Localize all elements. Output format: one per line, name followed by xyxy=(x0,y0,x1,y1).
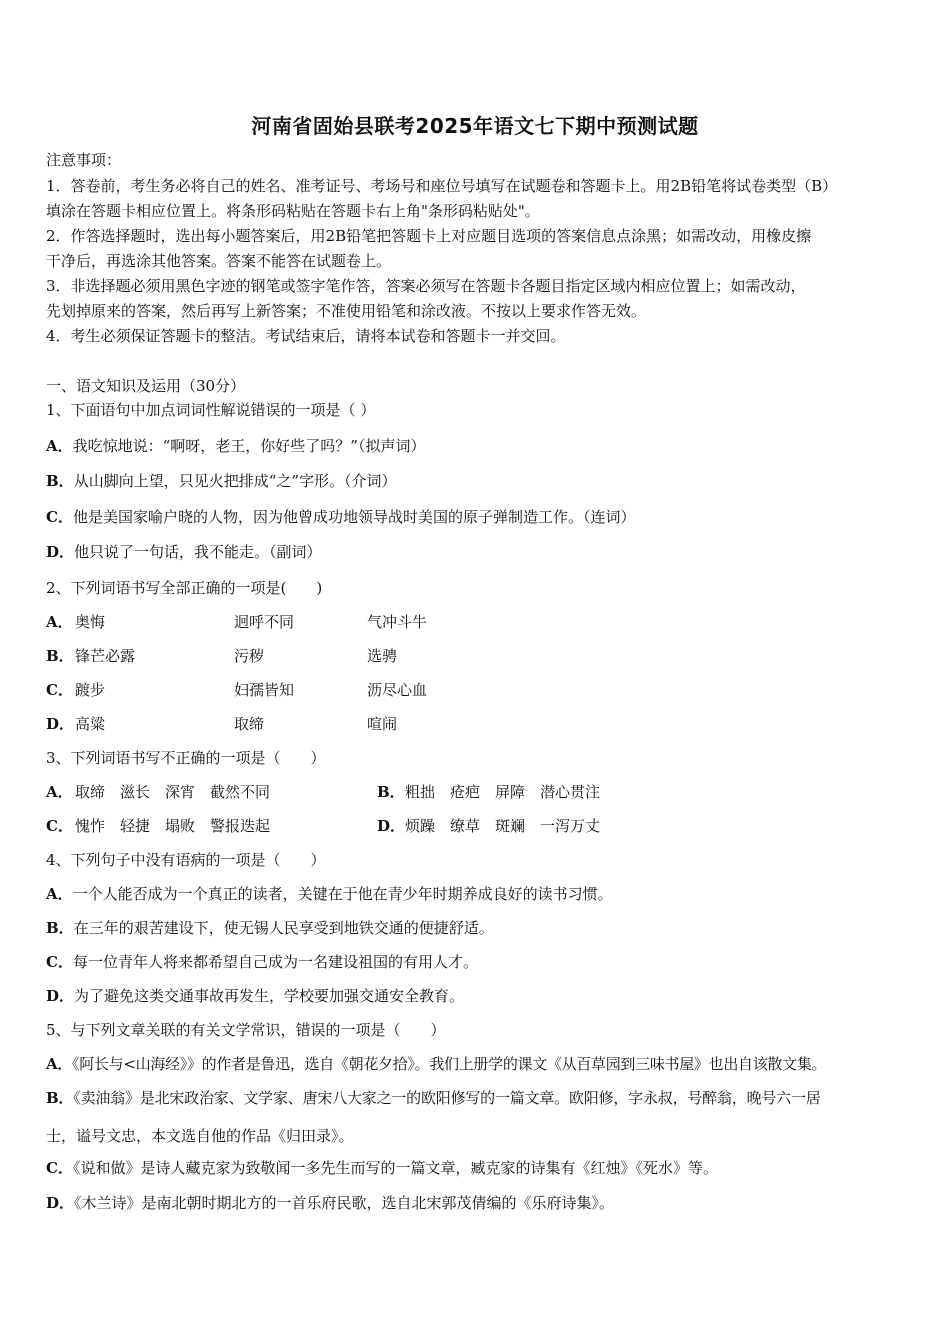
option-row xyxy=(46,1054,910,1074)
option-text: 我吃惊地说：“啊呀，老王，你好些了吗？”（拟声词） xyxy=(72,437,426,455)
option-row xyxy=(46,471,910,491)
option-word: 锋芒必露 xyxy=(75,647,136,665)
option-word: 取缔 xyxy=(234,715,265,733)
option-text: 《木兰诗》是南北朝时期北方的一首乐府民歌，选自北宋郭茂倩编的《乐府诗集》。 xyxy=(74,1194,615,1212)
question-stem: 1、下面语句中加点词词性解说错误的一项是（ ） xyxy=(46,401,376,419)
option-label: D． xyxy=(46,987,75,1005)
option-row xyxy=(46,542,910,562)
notice-heading: 注意事项： xyxy=(46,151,122,169)
option-word: 气冲斗牛 xyxy=(367,613,428,631)
option-row xyxy=(46,884,910,904)
option-label: A． xyxy=(46,783,73,801)
option-label: A． xyxy=(46,613,73,631)
option-word: 污秽 xyxy=(234,647,265,665)
option-label: C． xyxy=(46,508,73,526)
option-text: 一个人能否成为一个真正的读者，关键在于他在青少年时期养成良好的读书习惯。 xyxy=(72,885,613,903)
option-row xyxy=(46,952,910,972)
option-word: 奥悔 xyxy=(75,613,106,631)
notice-line: 2．作答选择题时，选出每小题答案后，用2B铅笔把答题卡上对应题目选项的答案信息点涂黑；如需改动，用橡皮擦 xyxy=(46,227,812,245)
option-label: C． xyxy=(46,1159,73,1177)
option-row xyxy=(46,986,910,1006)
option-text: 士，谥号文忠，本文选自他的作品《归田录》。 xyxy=(46,1127,354,1145)
option-row xyxy=(46,1088,910,1108)
option-word: 迥呼不同 xyxy=(234,613,295,631)
question-stem: 3、下列词语书写不正确的一项是（ ） xyxy=(46,749,326,767)
option-text: 取缔 滋长 深宵 截然不同 xyxy=(75,783,271,801)
question-stem: 2、下列词语书写全部正确的一项是( ) xyxy=(46,579,323,597)
question-stem: 5、与下列文章关联的有关文学常识，错误的一项是（ ） xyxy=(46,1021,446,1039)
notice-line: 先划掉原来的答案，然后再写上新答案；不准使用铅笔和涂改液。不按以上要求作答无效。 xyxy=(46,302,647,320)
option-word: 喧闹 xyxy=(367,715,398,733)
option-row xyxy=(46,918,910,938)
option-label: A． xyxy=(46,885,73,903)
notice-line: 3．非选择题必须用黑色字迹的钢笔或签字笔作答，答案必须写在答题卡各题目指定区域内相应位置上；如需改动， xyxy=(46,277,806,295)
option-row-continuation xyxy=(46,1126,910,1146)
option-text: 愧怍 轻捷 塌败 警报迭起 xyxy=(75,817,271,835)
option-label: C． xyxy=(46,953,73,971)
option-text: 每一位青年人将来都希望自己成为一名建设祖国的有用人才。 xyxy=(72,953,478,971)
option-word: 选骋 xyxy=(367,647,398,665)
option-row xyxy=(46,1158,910,1178)
option-label: B． xyxy=(46,647,74,665)
option-label: D． xyxy=(46,1194,75,1212)
option-label: C． xyxy=(46,681,73,699)
option-text: 《说和做》是诗人藏克家为致敬闻一多先生而写的一篇文章，臧克家的诗集有《红烛》《死水》等。 xyxy=(72,1159,718,1177)
option-label: B． xyxy=(377,783,405,801)
option-text: 粗拙 疮疤 屏障 潜心贯注 xyxy=(405,783,601,801)
option-label: A． xyxy=(46,437,73,455)
option-text: 在三年的艰苦建设下，使无锡人民享受到地铁交通的便捷舒适。 xyxy=(73,919,494,937)
option-word: 踱步 xyxy=(75,681,106,699)
option-label: D． xyxy=(46,715,75,733)
option-label: B． xyxy=(46,919,74,937)
option-row xyxy=(46,1193,910,1213)
option-text: 烦躁 缭草 斑斓 一泻万丈 xyxy=(405,817,601,835)
option-label: D． xyxy=(377,817,406,835)
notice-line: 干净后，再选涂其他答案。答案不能答在试题卷上。 xyxy=(46,252,392,270)
notice-line: 1．答卷前，考生务必将自己的姓名、准考证号、考场号和座位号填写在试题卷和答题卡上。用2B铅笔将试卷类型（B） xyxy=(46,177,838,195)
option-label: B． xyxy=(46,1089,74,1107)
option-label: A． xyxy=(46,1055,73,1073)
option-label: C． xyxy=(46,817,73,835)
option-text: 《卖油翁》是北宋政治家、文学家、唐宋八大家之一的欧阳修写的一篇文章。欧阳修，字永叔，号醉翁，晚号六一居 xyxy=(73,1089,821,1107)
option-row xyxy=(46,507,910,527)
option-text: 他是美国家喻户晓的人物，因为他曾成功地领导战时美国的原子弹制造工作。（连词） xyxy=(72,508,636,526)
option-word: 沥尽心血 xyxy=(367,681,428,699)
notice-line: 4．考生必须保证答题卡的整洁。考试结束后，请将本试卷和答题卡一并交回。 xyxy=(46,327,566,345)
option-text: 《阿长与<山海经》》的作者是鲁迅，选自《朝花夕拾》。我们上册学的课文《从百草园到三味书屋》也出自该散文集。 xyxy=(72,1055,827,1073)
section-heading: 一、语文知识及运用（30分） xyxy=(46,377,246,395)
option-word: 妇孺皆知 xyxy=(234,681,295,699)
option-text: 从山脚向上望，只见火把排成“之”字形。（介词） xyxy=(73,472,397,490)
option-word: 高粱 xyxy=(75,715,106,733)
option-row xyxy=(46,436,910,456)
option-text: 他只说了一句话，我不能走。（副词） xyxy=(74,543,322,561)
page-title: 河南省固始县联考2025年语文七下期中预测试题 xyxy=(251,114,699,138)
option-label: D． xyxy=(46,543,75,561)
option-text: 为了避免这类交通事故再发生，学校要加强交通安全教育。 xyxy=(74,987,465,1005)
question-stem: 4、下列句子中没有语病的一项是（ ） xyxy=(46,851,326,869)
notice-line: 填涂在答题卡相应位置上。将条形码粘贴在答题卡右上角"条形码粘贴处"。 xyxy=(46,202,540,220)
option-label: B． xyxy=(46,472,74,490)
